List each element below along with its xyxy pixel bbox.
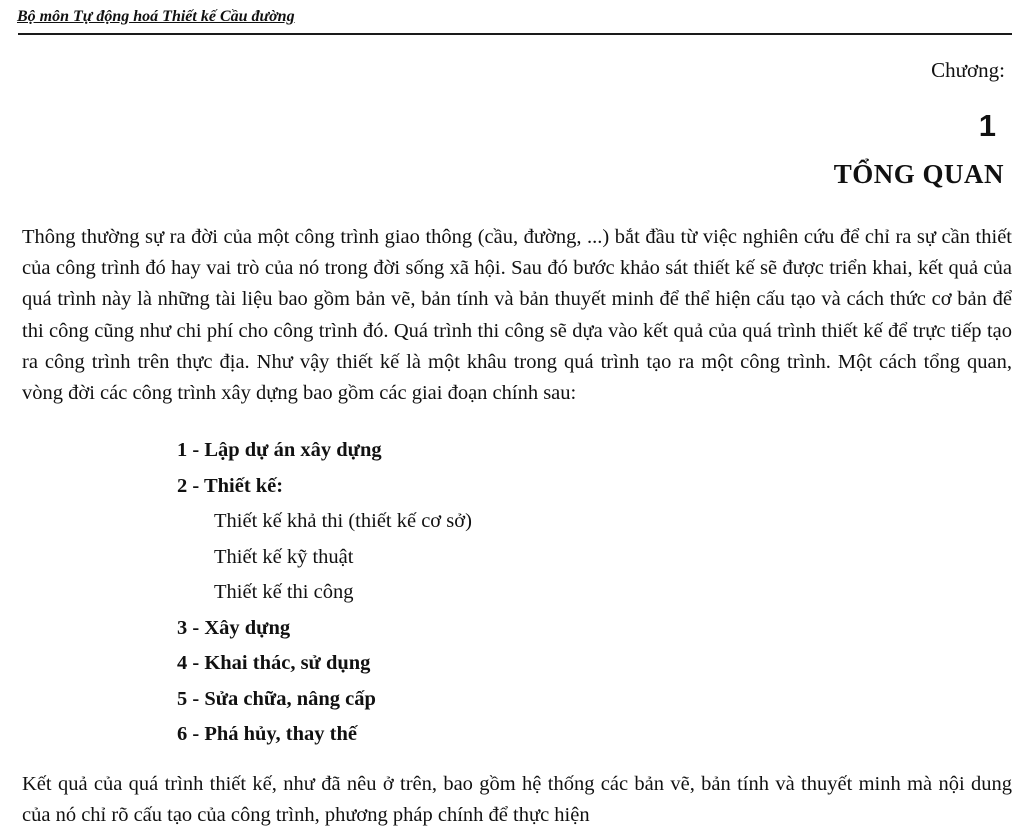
phase-sub-list [177,504,472,611]
result-paragraph: Kết quả của quá trình thiết kế, như đã nêu ở trên, bao gồm hệ thống các bản vẽ, bản tính và thuyết minh mà nội dung của nó chỉ rõ cấu tạo của công trình, phương pháp chính để thực hiện [22,773,1012,827]
phase-sub-item: Thiết kế kỹ thuật [214,545,354,568]
phase-item: 1 - Lập dự án xây dựng [177,439,382,461]
page-header-title: Bộ môn Tự động hoá Thiết kế Cầu đường [17,8,295,25]
phase-item: 2 - Thiết kế: [177,474,284,497]
phase-item: 5 - Sửa chữa, nâng cấp [177,687,376,710]
phase-item: 3 - Xây dựng [177,616,291,639]
chapter-number: 1 [978,108,996,143]
phase-sub-item: Thiết kế khả thi (thiết kế cơ sở) [214,510,472,532]
phase-item: 6 - Phá hủy, thay thế [177,723,357,745]
intro-paragraph: Thông thường sự ra đời của một công trình giao thông (cầu, đường, ...) bắt đầu từ việc nghiên cứu để chỉ ra sự cần thiết của công trình đó hay vai trò của nó trong đời sống xã hội. Sau đó bước khảo sát thiết kế sẽ được triển khai, kết quả của quá trình này là những tài liệu bao gồm bản vẽ, bản tính và bản thuyết minh để thể hiện cấu tạo và cách thức cơ bản để thi công cũng như chi phí cho công trình đó. Quá trình thi công sẽ dựa vào kết quả của quá trình thiết kế để trực tiếp tạo ra công trình trên thực địa. Như vậy thiết kế là một khâu trong quá trình tạo ra một công trình. Một cách tổng quan, vòng đời các công trình xây dựng bao gồm các giai đoạn chính sau: [22,226,1012,405]
chapter-label: Chương: [931,58,1005,82]
chapter-title: TỔNG QUAN [833,159,1004,189]
phase-list [177,433,472,753]
phase-item: 4 - Khai thác, sử dụng [177,652,371,674]
phase-sub-item: Thiết kế thi công [214,581,354,603]
phase-item-group [177,469,472,611]
